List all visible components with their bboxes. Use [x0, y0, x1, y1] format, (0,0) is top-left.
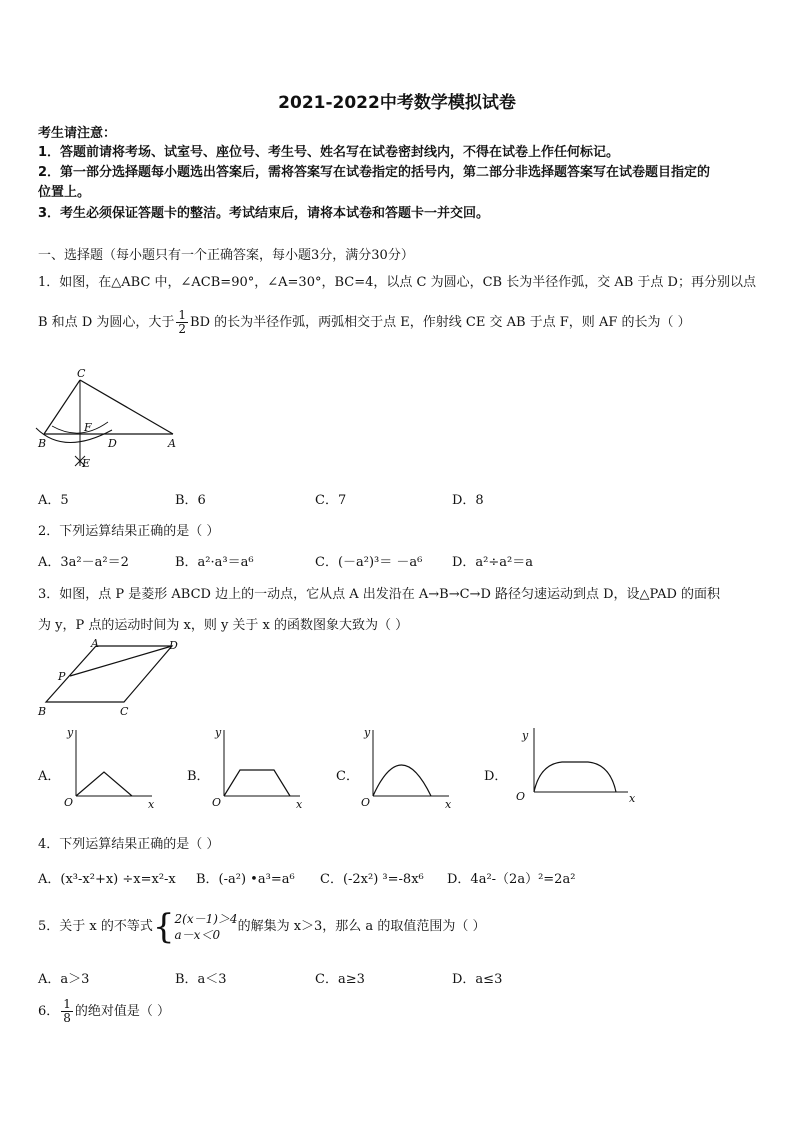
origin-label: O: [516, 790, 526, 803]
q5-stem: [38, 906, 485, 948]
q3-option-c-label[interactable]: C．: [336, 769, 359, 784]
notice-item: 3．考生必须保证答题卡的整洁。考试结束后，请将本试卷和答题卡一并交回。: [38, 206, 490, 221]
axis-x-label: x: [445, 798, 452, 811]
label-C: C: [120, 705, 129, 718]
q5-option-c[interactable]: C．a≥3: [315, 972, 365, 987]
q2-option-c[interactable]: C．(－a²)³＝ －a⁶: [315, 555, 423, 570]
label-B: B: [38, 437, 47, 450]
q5-option-a[interactable]: A．a＞3: [38, 972, 90, 987]
q3-rhombus-figure: [34, 636, 184, 720]
q3-stem-line2: 为 y，P 点的运动时间为 x，则 y 关于 x 的函数图象大致为（ ）: [38, 618, 409, 633]
q5-text-post: 的解集为 x＞3，那么 a 的取值范围为（ ）: [237, 919, 486, 934]
section-heading: 一、选择题（每小题只有一个正确答案，每小题3分，满分30分）: [38, 248, 414, 263]
label-E: E: [82, 457, 91, 470]
q4-option-a[interactable]: A．(x³-x²+x) ÷x=x²-x: [38, 872, 176, 887]
axis-x-label: x: [296, 798, 303, 811]
q5-text-pre: 5．关于 x 的不等式: [38, 919, 153, 934]
q6-fraction: $\frac{1}{8}$: [63, 997, 71, 1025]
q3-stem-line1: 3．如图，点 P 是菱形 ABCD 边上的一动点，它从点 A 出发沿在 A→B→C→D 路径匀速运动到点 D，设△PAD 的面积: [38, 587, 721, 602]
notice-item: 1．答题前请将考场、试室号、座位号、考生号、姓名写在试卷密封线内，不得在试卷上作任何标记。: [38, 145, 620, 160]
axis-x-label: x: [148, 798, 155, 811]
label-P: P: [58, 670, 66, 683]
q3-option-a-label[interactable]: A．: [38, 769, 61, 784]
label-D: D: [169, 639, 178, 652]
q2-option-a[interactable]: A．3a²－a²＝2: [38, 555, 129, 570]
q1-triangle-figure: [34, 366, 184, 472]
q3-option-d-label[interactable]: D．: [484, 769, 508, 784]
notice-item: 2．第一部分选择题每小题选出答案后，需将答案写在试卷指定的括号内，第二部分非选择题答案写在试卷题目指定的: [38, 165, 711, 180]
q1-option-c[interactable]: C．7: [315, 493, 347, 508]
q3-graph-b[interactable]: [208, 724, 318, 812]
label-C: C: [77, 367, 86, 380]
q4-option-b[interactable]: B．(-a²) •a³=a⁶: [196, 872, 295, 887]
axis-y-label: y: [215, 726, 222, 739]
q1-text-b: BD 的长为半径作弧，两弧相交于点 E，作射线 CE 交 AB 于点 F，则 AF 的长为（ ）: [190, 315, 691, 330]
q3-graph-a[interactable]: [60, 724, 170, 812]
q1-stem-line2: [38, 305, 691, 341]
label-D: D: [108, 437, 117, 450]
notice-item: 位置上。: [38, 185, 91, 200]
q2-stem: 2．下列运算结果正确的是（ ）: [38, 524, 220, 539]
q2-option-b[interactable]: B．a²·a³＝a⁶: [175, 555, 254, 570]
q2-option-d[interactable]: D．a²÷a²＝a: [452, 555, 533, 570]
origin-label: O: [64, 796, 74, 809]
q1-text-a: B 和点 D 为圆心，大于: [38, 315, 175, 330]
q3-graph-d[interactable]: [510, 722, 644, 810]
q1-fraction: $\frac{1}{2}$: [178, 308, 187, 336]
q1-option-d[interactable]: D．8: [452, 493, 484, 508]
q1-option-a[interactable]: A．5: [38, 493, 69, 508]
q5-option-b[interactable]: B．a＜3: [175, 972, 227, 987]
axis-y-label: y: [364, 726, 371, 739]
axis-y-label: y: [67, 726, 74, 739]
axis-x-label: x: [629, 792, 636, 805]
q5-inequality-system: 2(x－1)＞4 a－x＜0: [174, 911, 238, 942]
q5-option-d[interactable]: D．a≤3: [452, 972, 503, 987]
page-title: 2021-2022中考数学模拟试卷: [278, 93, 516, 113]
q6-text-pre: 6．: [38, 1004, 60, 1019]
q4-option-c[interactable]: C．(-2x²) ³=-8x⁶: [320, 872, 424, 887]
q3-option-b-label[interactable]: B．: [187, 769, 210, 784]
q6-text-post: 的绝对值是（ ）: [74, 1004, 171, 1019]
label-A: A: [168, 437, 176, 450]
label-A: A: [91, 637, 99, 650]
q1-option-b[interactable]: B．6: [175, 493, 206, 508]
q5-brace: {: [152, 906, 175, 947]
axis-y-label: y: [522, 729, 529, 742]
q6-stem: [38, 994, 170, 1030]
q3-graph-c[interactable]: [357, 724, 467, 812]
q4-stem: 4．下列运算结果正确的是（ ）: [38, 837, 220, 852]
label-B: B: [38, 705, 47, 718]
q4-option-d[interactable]: D．4a²-（2a）²=2a²: [447, 872, 576, 887]
notice-heading: 考生请注意：: [38, 126, 117, 141]
label-F: F: [84, 421, 92, 434]
origin-label: O: [212, 796, 222, 809]
origin-label: O: [361, 796, 371, 809]
q1-stem-line1: 1．如图，在△ABC 中，∠ACB=90°，∠A=30°，BC=4，以点 C 为圆心，CB 长为半径作弧，交 AB 于点 D；再分别以点: [38, 275, 756, 290]
